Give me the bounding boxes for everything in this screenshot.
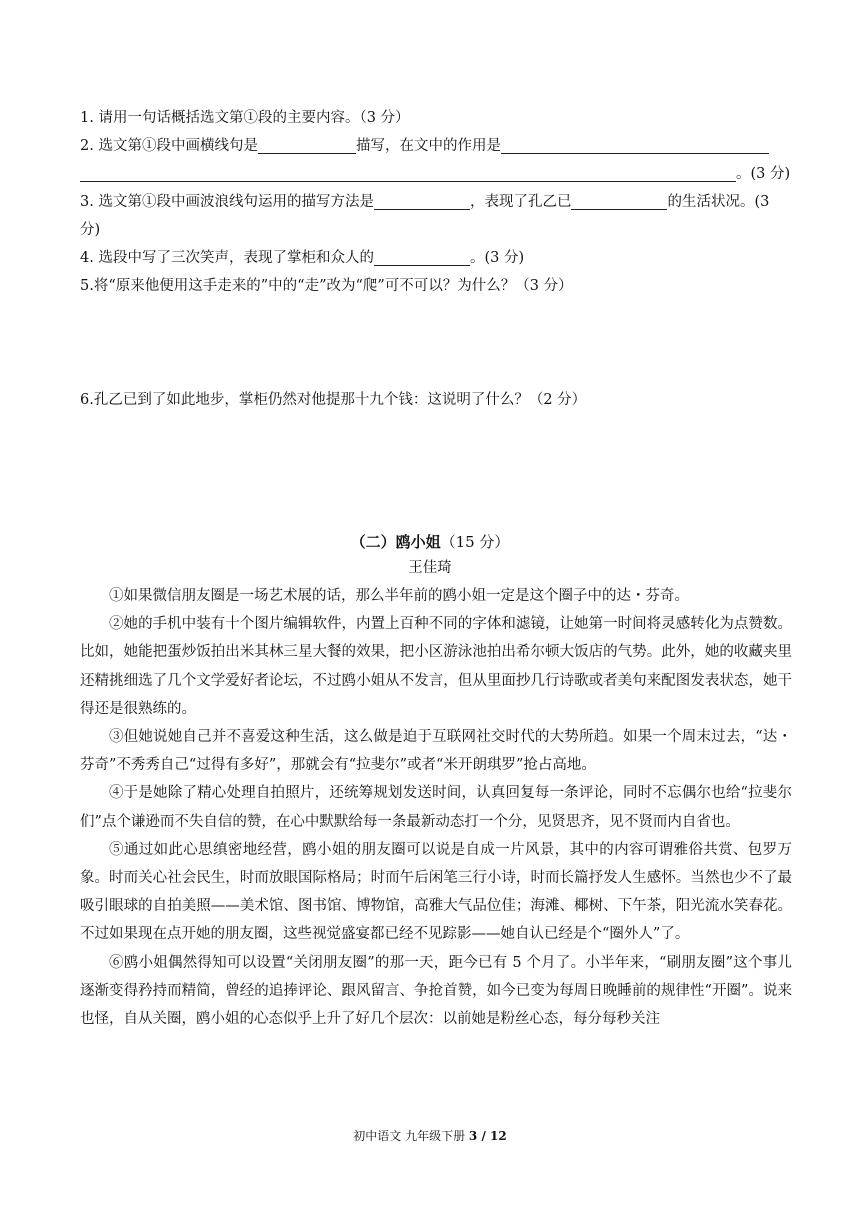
author-name: 王佳琦 xyxy=(408,560,452,576)
question-6: 6.孔乙已到了如此地步，掌柜仍然对他提那十九个钱：这说明了什么？（2 分） xyxy=(80,392,587,408)
footer-text: 初中语文 九年级下册 xyxy=(353,1129,469,1143)
paragraph-5: ⑤通过如此心思缜密地经营，鸥小姐的朋友圈可以说是自成一片风景，其中的内容可谓雅俗共赏、包罗万象。时而关心社会民生，时而放眼国际格局；时而午后闲笔三行小诗，时而长篇抒发人生感怀。当然也少不了最吸引眼球的自拍美照——美术馆、图书馆、博物馆，高雅大气品位佳；海滩、椰树、下午茶，阳光流水笑春花。不过如果现在点开她的朋友圈，这些视觉盛宴都已经不见踪影——她自认已经是个“圈外人”了。 xyxy=(80,841,792,943)
question-4-text-a: 4. 选段中写了三次笑声，表现了掌柜和众人的 xyxy=(80,250,374,266)
paragraph-1: ①如果微信朋友圈是一场艺术展的话，那么半年前的鸥小姐一定是这个圈子中的达・芬奇。 xyxy=(109,588,689,604)
answer-blank[interactable] xyxy=(80,163,736,182)
answer-blank[interactable] xyxy=(501,135,769,154)
question-3-text-c: 的生活状况。(3 xyxy=(667,194,770,210)
answer-blank[interactable] xyxy=(258,135,356,154)
question-4-score: 。(3 分) xyxy=(469,250,525,266)
question-1: 1. 请用一句话概括选文第①段的主要内容。（3 分） xyxy=(80,110,410,126)
question-4 xyxy=(80,244,792,272)
question-2-text-a: 2. 选文第①段中画横线句是 xyxy=(80,138,258,154)
page-footer xyxy=(0,1126,860,1146)
question-2-score: 。(3 分) xyxy=(736,166,791,182)
answer-blank[interactable] xyxy=(374,191,470,210)
article-body xyxy=(80,582,792,1033)
section-title xyxy=(0,530,860,554)
answer-blank[interactable] xyxy=(374,247,470,266)
page-number: 3 / 12 xyxy=(468,1129,507,1143)
question-2-continued xyxy=(80,160,792,188)
section-score: （15 分） xyxy=(440,533,510,551)
question-3-text-a: 3. 选文第①段中画波浪线句运用的描写方法是 xyxy=(80,194,374,210)
section-title-text: （二）鸥小姐 xyxy=(350,533,441,551)
paragraph-2: ②她的手机中装有十个图片编辑软件，内置上百种不同的字体和滤镜，让她第一时间将灵感转化为点赞数。比如，她能把蛋炒饭拍出米其林三星大餐的效果，把小区游泳池拍出希尔顿大饭店的气势。此外，她的收藏夹里还精挑细选了几个文学爱好者论坛，不过鸥小姐从不发言，但从里面抄几行诗歌或者美句来配图发表状态，她干得还是很熟练的。 xyxy=(80,616,792,717)
paragraph-4: ④于是她除了精心处理自拍照片，还统筹规划发送时间，认真回复每一条评论，同时不忘偶尔也给“拉斐尔们”点个谦逊而不失自信的赞，在心中默默给每一条最新动态打一个分，见贤思齐，见不贤而内自省也。 xyxy=(80,785,792,830)
paragraph-6: ⑥鸥小姐偶然得知可以设置“关闭朋友圈”的那一天，距今已有 5 个月了。小半年来，“刷朋友圈”这个事儿逐渐变得矜持而精简，曾经的追捧评论、跟风留言、争抢首赞，如今已变为每周日晚睡前的规律性“开圈”。说来也怪，自从关圈，鸥小姐的心态似乎上升了好几个层次：以前她是粉丝心态，每分每秒关注 xyxy=(80,954,792,1028)
question-3-text-b: ，表现了孔乙已 xyxy=(469,194,572,210)
question-3-continued: 分) xyxy=(80,222,101,238)
answer-blank[interactable] xyxy=(571,191,667,210)
question-2 xyxy=(80,132,792,160)
question-5: 5.将“原来他便用这手走来的”中的“走”改为“爬”可不可以？为什么？（3 分） xyxy=(80,278,573,294)
question-2-text-b: 描写，在文中的作用是 xyxy=(355,138,501,154)
question-3 xyxy=(80,188,792,216)
paragraph-3: ③但她说她自己并不喜爱这种生活，这么做是迫于互联网社交时代的大势所趋。如果一个周末过去，“达・芬奇”不秀秀自己“过得有多好”，那就会有“拉斐尔”或者“米开朗琪罗”抢占高地。 xyxy=(80,729,792,774)
